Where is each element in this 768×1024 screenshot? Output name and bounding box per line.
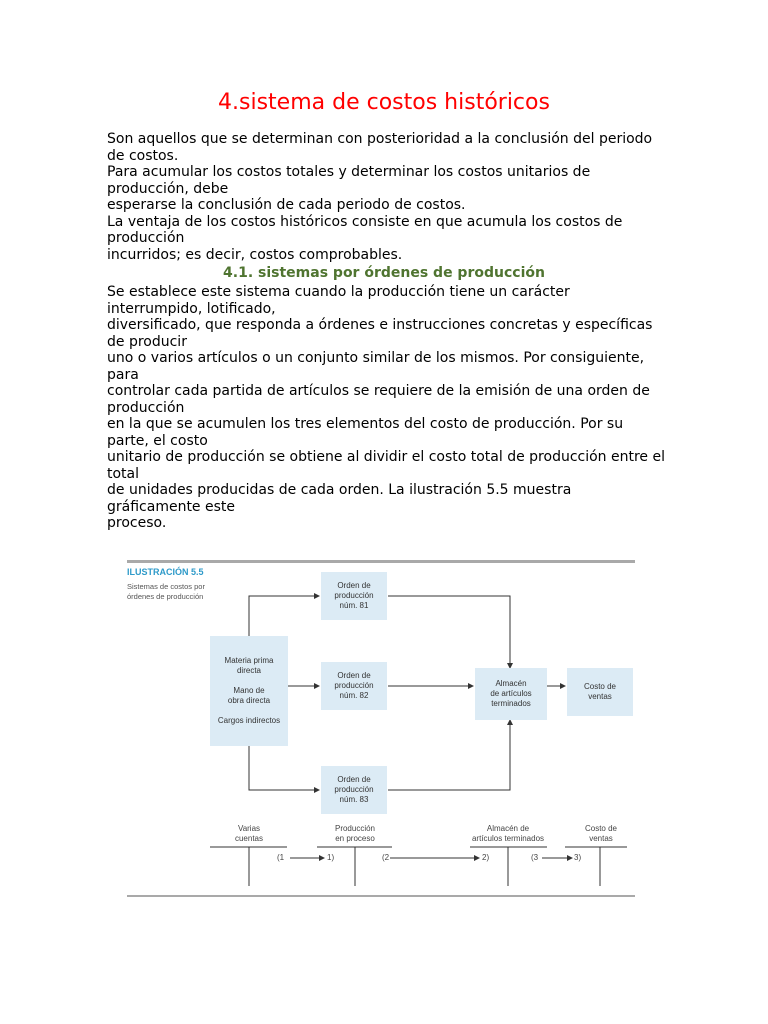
page-title: 4.sistema de costos históricos <box>218 90 550 115</box>
text-line: controlar cada partida de artículos se requiere de la emisión de una orden de <box>107 383 650 399</box>
ledger-step: 1) <box>327 853 335 862</box>
box-line: Orden de <box>337 581 371 590</box>
box-line: producción <box>334 591 374 600</box>
box-line: Almacén <box>495 679 527 688</box>
figure-label: ILUSTRACIÓN 5.5 <box>127 567 204 577</box>
ledger-line: Costo de <box>584 824 618 833</box>
ledger-account-production <box>320 824 390 844</box>
text-line: gráficamente este <box>107 498 236 515</box>
cost-inputs-box <box>210 636 288 746</box>
ledger-step: 2) <box>482 853 490 862</box>
box-line: Cargos indirectos <box>217 716 281 725</box>
box-line: producción <box>334 681 374 690</box>
box-line: Materia prima <box>224 656 274 665</box>
order-83-box <box>321 766 387 814</box>
text-line: interrumpido, lotificado, <box>107 300 276 317</box>
text-line: Son aquellos que se determinan con posterioridad a la conclusión del periodo <box>107 131 653 147</box>
box-line: núm. 82 <box>339 691 369 700</box>
ledger-step: (2 <box>382 853 390 862</box>
box-line: Orden de <box>337 775 371 784</box>
ledger-account-sales <box>573 824 629 844</box>
box-line: directa <box>236 666 261 675</box>
ledger-line: cuentas <box>234 834 264 843</box>
ledger-line: artículos terminados <box>471 834 545 843</box>
box-line: núm. 81 <box>339 601 369 610</box>
ledger-step: (3 <box>531 853 539 862</box>
box-line: Mano de <box>233 686 265 695</box>
text-line: para <box>107 366 139 383</box>
text-line: incurridos; es decir, costos comprobables. <box>107 246 403 263</box>
box-line: producción <box>334 785 374 794</box>
box-line: de artículos <box>490 689 532 698</box>
box-line: Costo de <box>583 682 617 691</box>
text-line: uno o varios artículos o un conjunto similar de los mismos. Por consiguiente, <box>107 350 645 366</box>
text-line: parte, el costo <box>107 432 208 449</box>
text-line: La ventaja de los costos históricos consiste en que acumula los costos de <box>107 213 623 230</box>
text-line: de producir <box>107 333 187 350</box>
text-line: en la que se acumulen los tres elementos del costo de producción. Por su <box>107 416 624 432</box>
text-line: unitario de producción se obtiene al dividir el costo total de producción entre el <box>107 449 665 465</box>
ledger-step: 3) <box>574 853 582 862</box>
section-heading: 4.1. sistemas por órdenes de producción <box>223 265 545 281</box>
cost-of-sales-box <box>567 668 633 716</box>
intro-paragraph <box>107 131 667 263</box>
ledger-line: en proceso <box>335 834 375 843</box>
box-line: ventas <box>588 692 612 701</box>
ledger-account-varias <box>219 824 279 844</box>
body-paragraph <box>107 284 667 532</box>
text-line: total <box>107 465 140 482</box>
text-line: esperarse la conclusión de cada periodo de costos. <box>107 197 466 213</box>
ledger-line: Producción <box>334 824 376 833</box>
text-line: proceso. <box>107 515 167 531</box>
warehouse-box <box>475 668 547 720</box>
caption-line: Sistemas de costos por <box>127 582 205 591</box>
box-line: núm. 83 <box>339 795 369 804</box>
text-line: producción <box>107 399 185 416</box>
text-line: Se establece este sistema cuando la producción tiene un carácter <box>107 284 570 300</box>
order-81-box <box>321 572 387 620</box>
caption-line: órdenes de producción <box>127 592 204 601</box>
ledger-step: (1 <box>277 853 285 862</box>
text-line: producción <box>107 230 185 246</box>
text-line: producción, debe <box>107 180 229 197</box>
illustration-figure <box>127 560 635 900</box>
text-line: de costos. <box>107 147 179 164</box>
order-82-box <box>321 662 387 710</box>
box-line: Orden de <box>337 671 371 680</box>
box-line: obra directa <box>227 696 271 705</box>
text-line: de unidades producidas de cada orden. La ilustración 5.5 muestra <box>107 482 572 498</box>
box-line: terminados <box>491 699 531 708</box>
ledger-line: ventas <box>589 834 613 843</box>
ledger-line: Varias <box>237 824 261 833</box>
ledger-account-warehouse <box>461 824 555 844</box>
text-line: diversificado, que responda a órdenes e instrucciones concretas y específicas <box>107 317 653 333</box>
text-line: Para acumular los costos totales y determinar los costos unitarios de <box>107 164 591 180</box>
ledger-line: Almacén de <box>486 824 530 833</box>
